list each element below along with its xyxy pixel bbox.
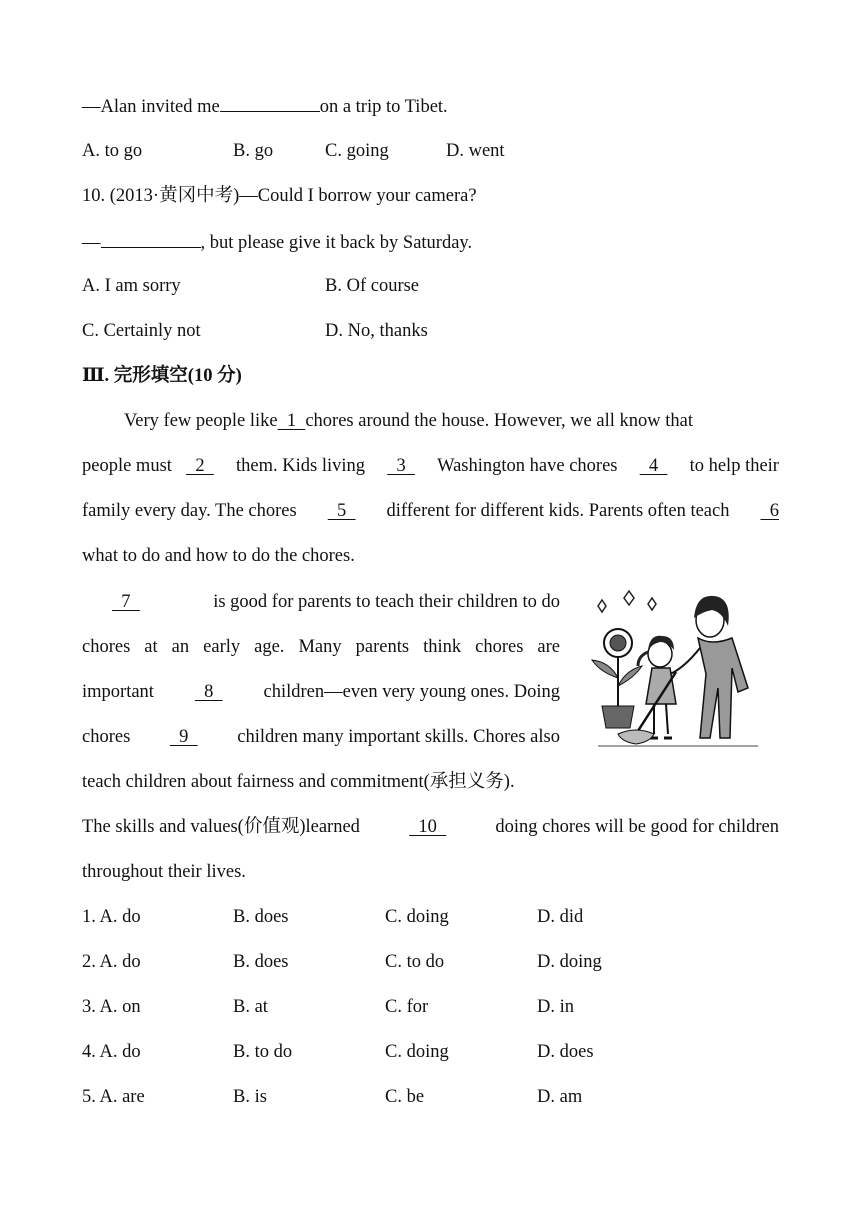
q9-option-c[interactable]: C. going [325, 141, 389, 161]
cloze-blank[interactable]: 4 [639, 456, 668, 476]
passage-line: teach children about fairness and commitment(承担义务). [82, 772, 515, 792]
cloze-blank[interactable]: 10 [409, 817, 447, 837]
cloze-blank[interactable]: 6 [760, 501, 779, 521]
option-1d[interactable]: D. did [537, 907, 584, 927]
option-4a[interactable]: 4. A. do [82, 1042, 141, 1062]
cloze-blank[interactable]: 1 [277, 411, 306, 431]
option-2c[interactable]: C. to do [385, 952, 445, 972]
option-3c[interactable]: C. for [385, 997, 429, 1017]
passage-line: throughout their lives. [82, 862, 246, 882]
option-2b[interactable]: B. does [233, 952, 289, 972]
option-1a[interactable]: 1. A. do [82, 907, 141, 927]
q10-option-a[interactable]: A. I am sorry [82, 276, 181, 296]
option-4d[interactable]: D. does [537, 1042, 594, 1062]
option-5a[interactable]: 5. A. are [82, 1087, 145, 1107]
option-5d[interactable]: D. am [537, 1087, 583, 1107]
option-3d[interactable]: D. in [537, 997, 574, 1017]
q10-option-c[interactable]: C. Certainly not [82, 321, 201, 341]
cloze-blank[interactable]: 9 [169, 727, 198, 747]
option-3b[interactable]: B. at [233, 997, 268, 1017]
q9-option-a[interactable]: A. to go [82, 141, 143, 161]
passage-line: Very few people like 1 chores around the house. However, we all know that [124, 411, 693, 431]
passage-line: family every day. The chores 5 different for different kids. Parents often teach 6 [82, 501, 779, 521]
passage-line: The skills and values(价值观)learned 10 doing chores will be good for children [82, 817, 779, 837]
cloze-blank[interactable]: 5 [327, 501, 356, 521]
cloze-blank[interactable]: 8 [194, 682, 223, 702]
passage-line: chores at an early age. Many parents think chores are [82, 637, 560, 657]
q9-stem: —Alan invited me on a trip to Tibet. [82, 93, 448, 119]
option-2a[interactable]: 2. A. do [82, 952, 141, 972]
passage-line: people must 2 them. Kids living 3 Washington have chores 4 to help their [82, 456, 779, 476]
q10-stem: 10. (2013·黄冈中考)—Could I borrow your camera? [82, 186, 477, 206]
option-4c[interactable]: C. doing [385, 1042, 449, 1062]
q10-reply: — , but please give it back by Saturday. [82, 229, 472, 255]
passage-line: what to do and how to do the chores. [82, 546, 355, 566]
q9-option-b[interactable]: B. go [233, 141, 274, 161]
chores-illustration [578, 588, 768, 758]
section-title: Ⅲ. 完形填空(10 分) [82, 366, 242, 386]
option-5b[interactable]: B. is [233, 1087, 267, 1107]
option-5c[interactable]: C. be [385, 1087, 425, 1107]
answer-blank[interactable] [101, 229, 201, 248]
q10-option-d[interactable]: D. No, thanks [325, 321, 428, 341]
cloze-blank[interactable]: 3 [387, 456, 415, 476]
passage-line: 7 is good for parents to teach their children to do [112, 592, 560, 612]
option-4b[interactable]: B. to do [233, 1042, 293, 1062]
option-2d[interactable]: D. doing [537, 952, 602, 972]
cloze-blank[interactable]: 7 [112, 592, 140, 612]
cloze-blank[interactable]: 2 [186, 456, 214, 476]
q10-option-b[interactable]: B. Of course [325, 276, 420, 296]
answer-blank[interactable] [220, 93, 320, 112]
option-1c[interactable]: C. doing [385, 907, 449, 927]
q9-option-d[interactable]: D. went [446, 141, 505, 161]
option-1b[interactable]: B. does [233, 907, 289, 927]
passage-line: chores 9 children many important skills. Chores also [82, 727, 560, 747]
passage-line: important 8 children—even very young ones. Doing [82, 682, 560, 702]
option-3a[interactable]: 3. A. on [82, 997, 141, 1017]
